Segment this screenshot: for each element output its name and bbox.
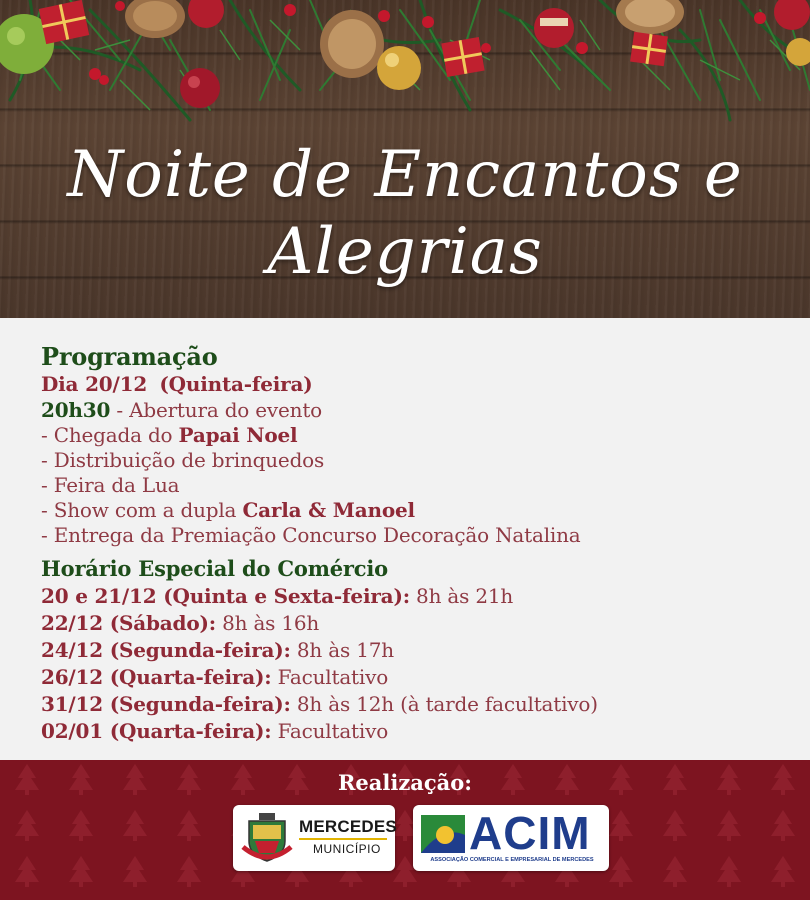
hours-row-value: 8h às 21h: [409, 584, 514, 608]
program-item-show-duo: Carla & Manoel: [242, 498, 415, 522]
program-item-show: [41, 498, 415, 522]
realizacao-label: Realização:: [337, 770, 473, 795]
program-day: [41, 372, 313, 396]
acim-name: ACIM: [469, 807, 591, 859]
hours-row-label: 31/12 (Segunda-feira):: [41, 692, 291, 716]
acim-logo: [413, 805, 609, 871]
event-title-line2: Alegrias: [267, 215, 543, 289]
hours-row-label: 24/12 (Segunda-feira):: [41, 638, 291, 662]
hours-row: [41, 719, 388, 743]
hours-row: [41, 584, 513, 608]
program-opening-time: 20h30: [41, 398, 111, 422]
program-opening-text: - Abertura do evento: [110, 398, 323, 422]
christmas-garland-decoration: [0, 0, 810, 140]
mercedes-name: MERCEDES: [299, 817, 397, 836]
hours-row-value: 8h às 16h: [215, 611, 320, 635]
header-banner: [0, 0, 810, 318]
program-item-fair: - Feira da Lua: [41, 473, 180, 497]
hours-row-value: 8h às 17h: [290, 638, 394, 662]
program-opening: [41, 398, 322, 422]
mercedes-coat-of-arms-icon: [241, 811, 293, 865]
program-section: [0, 318, 810, 760]
hours-row-label: 26/12 (Quarta-feira):: [41, 665, 272, 689]
hours-row-label: 02/01 (Quarta-feira):: [41, 719, 272, 743]
hours-row: [41, 611, 319, 635]
hours-row-value: Facultativo: [271, 665, 389, 689]
program-item-toys: - Distribuição de brinquedos: [41, 448, 325, 472]
hours-heading: Horário Especial do Comércio: [41, 556, 388, 581]
footer-sponsors: [0, 760, 810, 900]
program-item-santa-prefix: - Chegada do: [41, 423, 179, 447]
hours-row-label: 20 e 21/12 (Quinta e Sexta-feira):: [41, 584, 410, 608]
hours-row-value: 8h às 12h (à tarde facultativo): [290, 692, 598, 716]
hours-row: [41, 692, 598, 716]
acim-emblem-icon: [421, 815, 465, 853]
hours-row-value: Facultativo: [271, 719, 389, 743]
program-item-awards: - Entrega da Premiação Concurso Decoração Natalina: [41, 523, 581, 547]
event-title-line1: Noite de Encantos e: [67, 138, 743, 212]
hours-row-label: 22/12 (Sábado):: [41, 611, 216, 635]
hours-row: [41, 638, 394, 662]
program-heading: Programação: [41, 342, 218, 371]
program-item-santa: [41, 423, 297, 447]
mercedes-divider: [299, 838, 387, 840]
mercedes-logo: [233, 805, 395, 871]
program-item-show-prefix: - Show com a dupla: [41, 498, 243, 522]
acim-subtitle: ASSOCIAÇÃO COMERCIAL E EMPRESARIAL DE MERCEDES: [430, 857, 594, 863]
mercedes-subtitle: MUNICÍPIO: [313, 842, 381, 856]
program-item-santa-name: Papai Noel: [178, 423, 298, 447]
hours-row: [41, 665, 388, 689]
program-day-date: Dia 20/12: [41, 372, 148, 396]
program-day-weekday: (Quinta-feira): [159, 372, 313, 396]
